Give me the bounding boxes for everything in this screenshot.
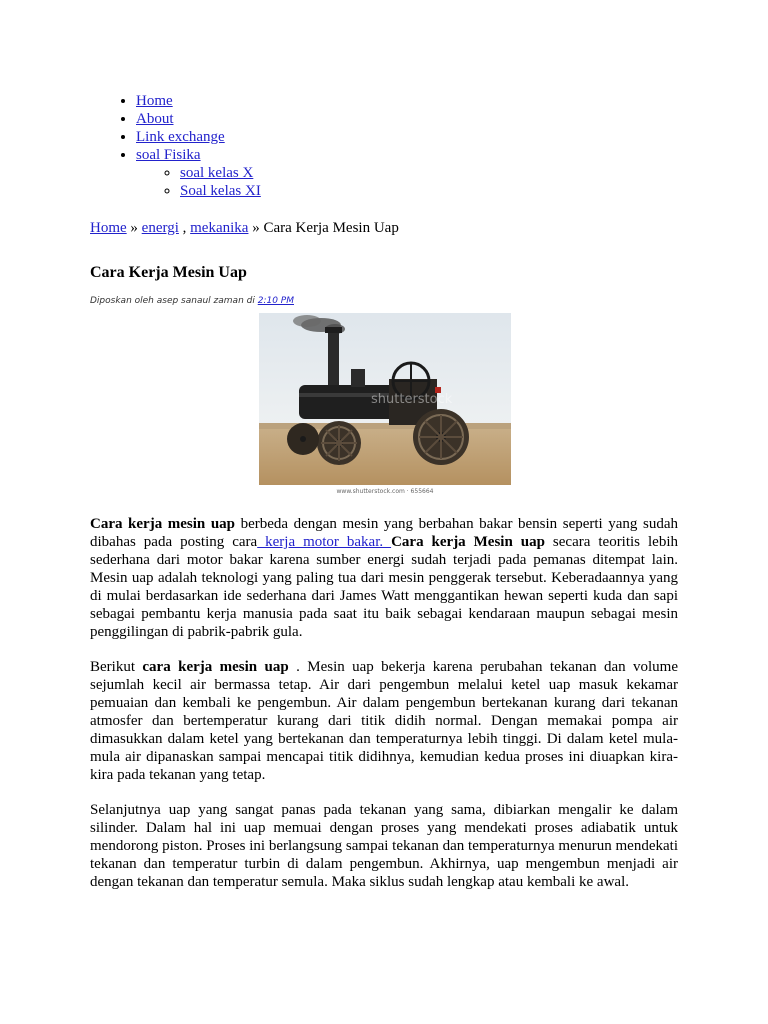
p1-bold-term: Cara kerja mesin uap xyxy=(90,516,236,532)
breadcrumb xyxy=(90,219,678,237)
document-page xyxy=(90,92,678,890)
image-caption: www.shutterstock.com · 655664 xyxy=(336,488,434,495)
breadcrumb-separator: » xyxy=(126,220,142,236)
p2-text-a: Berikut xyxy=(90,659,143,675)
image-watermark: shutterstock xyxy=(371,392,453,407)
nav-item-soal-fisika xyxy=(136,146,678,200)
nav-item-link-exchange xyxy=(136,128,678,146)
nav-item-home xyxy=(136,92,678,110)
breadcrumb-home-link[interactable]: Home xyxy=(90,220,127,236)
p2-bold-term: cara kerja mesin uap xyxy=(142,659,289,675)
nav-item-about xyxy=(136,110,678,128)
breadcrumb-comma: , xyxy=(178,220,191,236)
nav-link-soal-kelas-xi[interactable]: Soal kelas XI xyxy=(180,183,261,199)
nav-submenu xyxy=(136,164,678,200)
nav-subitem-kelas-x xyxy=(180,164,678,182)
paragraph-1 xyxy=(90,515,678,641)
nav-link-soal-kelas-x[interactable]: soal kelas X xyxy=(180,165,254,181)
breadcrumb-mekanika-link[interactable]: mekanika xyxy=(190,220,249,236)
breadcrumb-separator: » xyxy=(248,220,264,236)
byline-text: Diposkan oleh asep sanaul zaman di xyxy=(90,296,258,306)
paragraph-3: Selanjutnya uap yang sangat panas pada tekanan yang sama, dibiarkan mengalir ke dalam silinder. Dalam hal ini uap memuai dengan proses yang mendekati proses adiabatik untuk mendorong piston. Proses ini berlangsung sampai tekanan dan temperaturnya menurun mendekati tekanan dan temperatur turbin di dalam pengembun. Akhirnya, uap mengembun menjadi air dengan tekanan dan temperatur semula. Maka siklus sudah lengkap atau kembali ke awal. xyxy=(90,802,678,890)
p1-bold-term-2: Cara kerja Mesin uap xyxy=(391,534,545,550)
breadcrumb-energi-link[interactable]: energi xyxy=(141,220,179,236)
post-byline xyxy=(90,295,678,307)
nav-link-home[interactable]: Home xyxy=(136,93,173,109)
paragraph-2 xyxy=(90,658,678,784)
nav-link-soal-fisika[interactable]: soal Fisika xyxy=(136,147,201,163)
kerja-motor-bakar-link[interactable]: kerja motor bakar. xyxy=(257,534,392,550)
nav-link-about[interactable]: About xyxy=(136,111,174,127)
steam-engine-photo xyxy=(259,313,511,497)
nav-link-link-exchange[interactable]: Link exchange xyxy=(136,129,225,145)
post-time-link[interactable]: 2:10 PM xyxy=(257,296,294,306)
p1-text-a: berbeda dengan mesin yang berbahan bakar bensin seperti yang sudah dibahas pada posting cara xyxy=(90,516,678,550)
p1-text-b: secara teoritis lebih sederhana dari motor bakar karena sumber energi sudah terjadi pada pemanas ditempat lain. Mesin uap adalah teknologi yang paling tua dari mesin penggerak tersebut. Keberadaannya yang di mulai berdasarkan ide sederhana dari James Watt menggantikan hewan seperti kuda dan sapi sebagai pembantu kerja manusia pada saat itu baik sebagai kendaraan maupun sebagai mesin penggilingan di pabrik-pabrik gula. xyxy=(90,534,678,640)
nav-subitem-kelas-xi xyxy=(180,182,678,200)
nav-menu xyxy=(90,92,678,200)
p2-text-b: . Mesin uap bekerja karena perubahan tekanan dan volume sejumlah kecil air bermassa tetap. Air dari pengembun melalui ketel uap masuk kekamar pemuaian dan kembali ke pengembun. Air dalam pengembun bertekanan kurang dari tekanan atmosfer dan bertemperatur kurang dari titik didih normal. Dengan memakai pompa air dimasukkan dalam ketel yang bertekanan dan temperaturnya lebih tinggi. Di dalam ketel mula-mula air dipanaskan sampai mencapai titik didihnya, kemudian kedua proses ini diuapkan kira-kira pada tekanan yang tetap. xyxy=(90,659,678,783)
post-title: Cara Kerja Mesin Uap xyxy=(90,264,247,281)
steam-engine-illustration xyxy=(259,313,511,497)
breadcrumb-current: Cara Kerja Mesin Uap xyxy=(263,220,399,236)
